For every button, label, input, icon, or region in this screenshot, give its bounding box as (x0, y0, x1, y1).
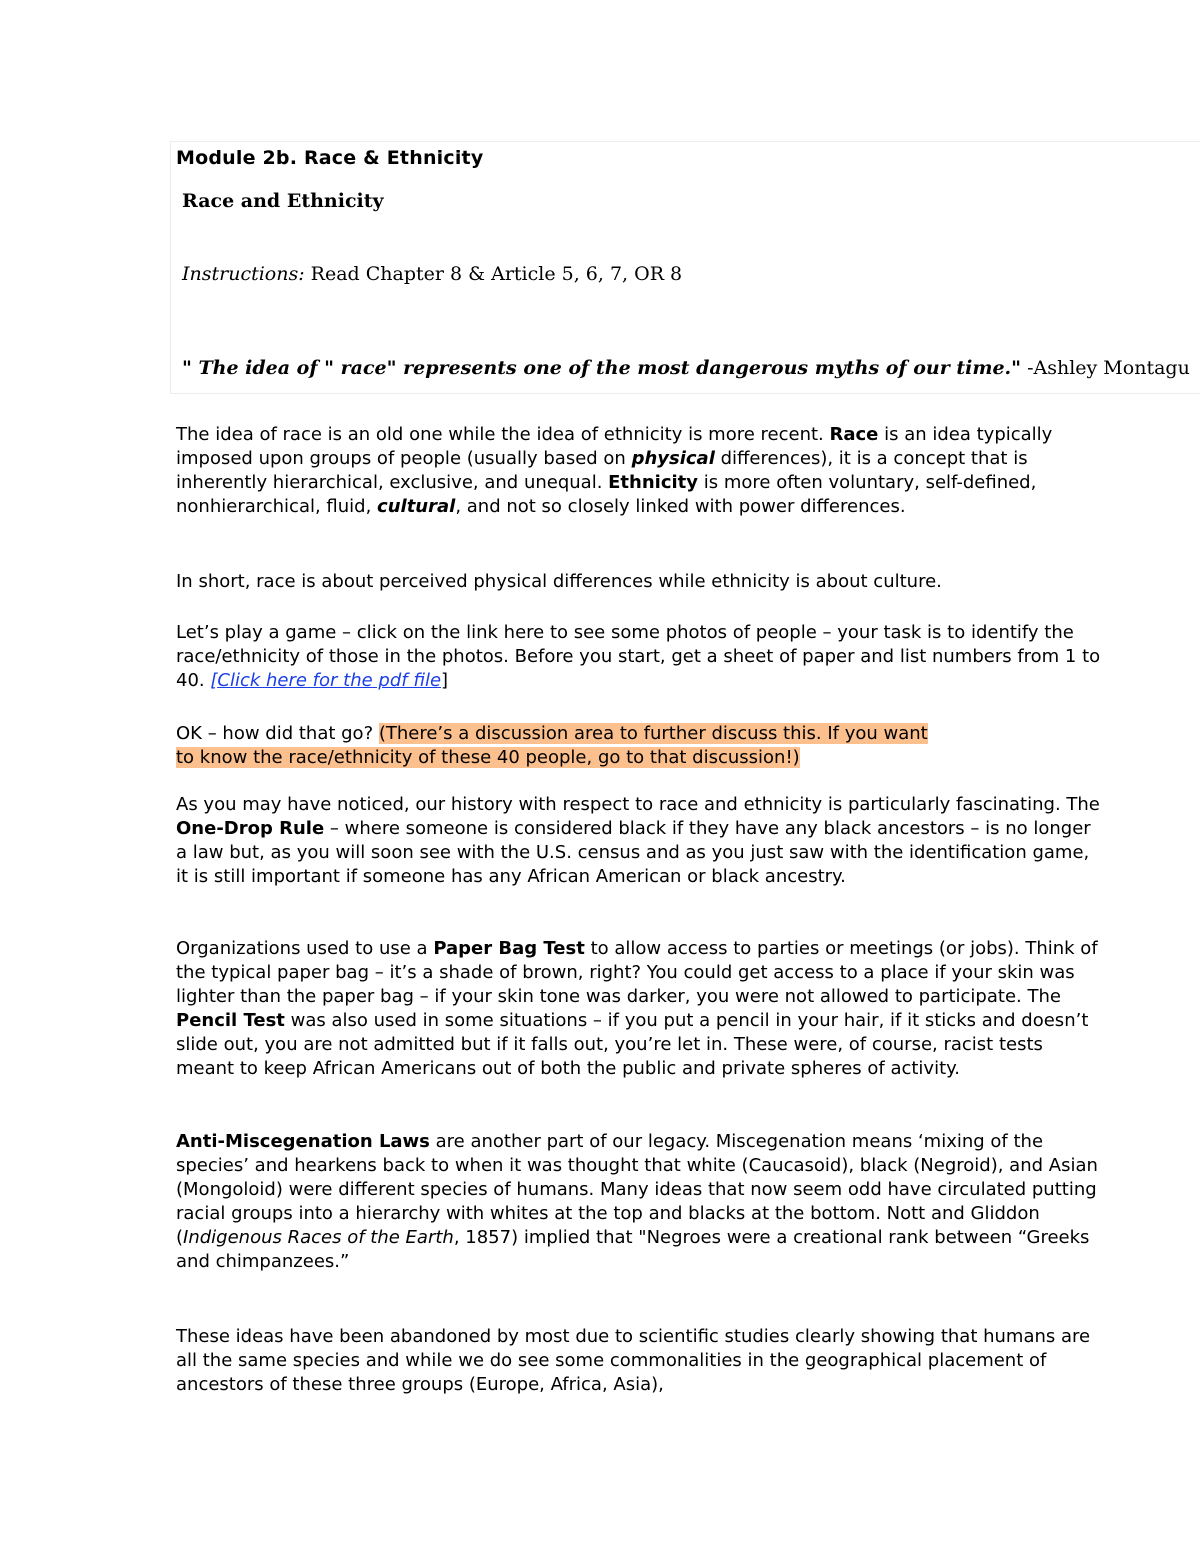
paragraph-anti-miscegenation (176, 1130, 1106, 1274)
instructions-label: Instructions: (182, 263, 305, 285)
instructions-text: Read Chapter 8 & Article 5, 6, 7, OR 8 (304, 263, 683, 285)
paragraph-race-vs-ethnicity (176, 423, 1106, 519)
text-run: , and not so closely linked with power differences. (455, 496, 906, 517)
term-anti-miscegenation-laws: Anti-Miscegenation Laws (176, 1131, 430, 1152)
text-run: are another part of our legacy. Miscegenation means ‘mixing of the species’ and hearkens back to when it was thought that white (Caucasoid), black (Negroid), and Asian (Mongoloid) were different species of humans. Many ideas that now seem odd have circulated putting racial groups into a hierarchy with whites at the top and blacks at the bottom. Nott and Gliddon ( (176, 1131, 1098, 1248)
text-run: is more often voluntary, self-defined, nonhierarchical, fluid, (176, 472, 1037, 517)
pdf-link[interactable]: Click here for the pdf file (217, 670, 442, 691)
paragraph-one-drop-rule (176, 793, 1106, 889)
text-run: ] (441, 670, 449, 691)
module-title: Module 2b. Race & Ethnicity (176, 147, 484, 169)
text-run: Let’s play a game – click on the link here to see some photos of people – your task is to identify the race/ethnicity of those in the photos. Before you start, get a sheet of paper and list numbers from 1 to 40. (176, 622, 1101, 691)
paragraph-discussion (176, 722, 1106, 770)
paragraph-paper-bag-test (176, 937, 1106, 1081)
highlight-text: to know the race/ethnicity of these 40 people, go to that discussion!) (176, 747, 800, 768)
text-run: Organizations used to use a (176, 938, 434, 959)
paragraph-game (176, 621, 1106, 693)
highlight-text: (There’s a discussion area to further discuss this. If you want (378, 723, 928, 744)
text-run: to allow access to parties or meetings (or jobs). Think of the typical paper bag – it’s a shade of brown, right? You could get access to a place if your skin was lighter than the paper bag – if your skin tone was darker, you were not allowed to participate. The (176, 938, 1098, 1007)
term-physical: physical (631, 448, 715, 469)
quote-author: -Ashley Montagu (1021, 357, 1190, 379)
text-run: The idea of race is an old one while the idea of ethnicity is more recent. (176, 424, 830, 445)
term-paper-bag-test: Paper Bag Test (433, 938, 585, 959)
term-ethnicity: Ethnicity (608, 472, 699, 493)
term-one-drop-rule: One-Drop Rule (176, 818, 325, 839)
book-title: Indigenous Races of the Earth (183, 1227, 454, 1248)
quote-line (182, 357, 1190, 379)
paragraph-ideas-abandoned: These ideas have been abandoned by most due to scientific studies clearly showing that humans are all the same species and while we do see some commonalities in the geographical placement of ancestors of these three groups (Europe, Africa, Asia), (176, 1326, 1091, 1395)
section-title: Race and Ethnicity (182, 190, 384, 212)
term-race: Race (829, 424, 879, 445)
term-cultural: cultural (377, 496, 456, 517)
text-run: OK – how did that go? (176, 723, 379, 744)
term-pencil-test: Pencil Test (176, 1010, 285, 1031)
text-run: differences), it is a concept that is inherently hierarchical, exclusive, and unequal. (176, 448, 1028, 493)
text-run: was also used in some situations – if you put a pencil in your hair, if it sticks and doesn’t slide out, you are not admitted but if it falls out, you’re let in. These were, of course, racist tests meant to keep African Americans out of both the public and private spheres of activity. (176, 1010, 1089, 1079)
text-run: – where someone is considered black if they have any black ancestors – is no longer a law but, as you will soon see with the U.S. census and as you just saw with the identification game, it is still important if someone has any African American or black ancestry. (176, 818, 1091, 887)
quote: " The idea of " race" represents one of the most dangerous myths of our time." (182, 357, 1022, 379)
text-run: As you may have noticed, our history with respect to race and ethnicity is particularly fascinating. The (176, 794, 1100, 815)
pdf-link-bracket-open[interactable]: [ (210, 670, 218, 691)
text-run: is an idea typically imposed upon groups of people (usually based on (176, 424, 1053, 469)
paragraph-in-short: In short, race is about perceived physical differences while ethnicity is about culture. (176, 571, 942, 592)
instructions (182, 263, 682, 285)
text-run: , 1857) implied that "Negroes were a creational rank between “Greeks and chimpanzees.” (176, 1227, 1090, 1272)
